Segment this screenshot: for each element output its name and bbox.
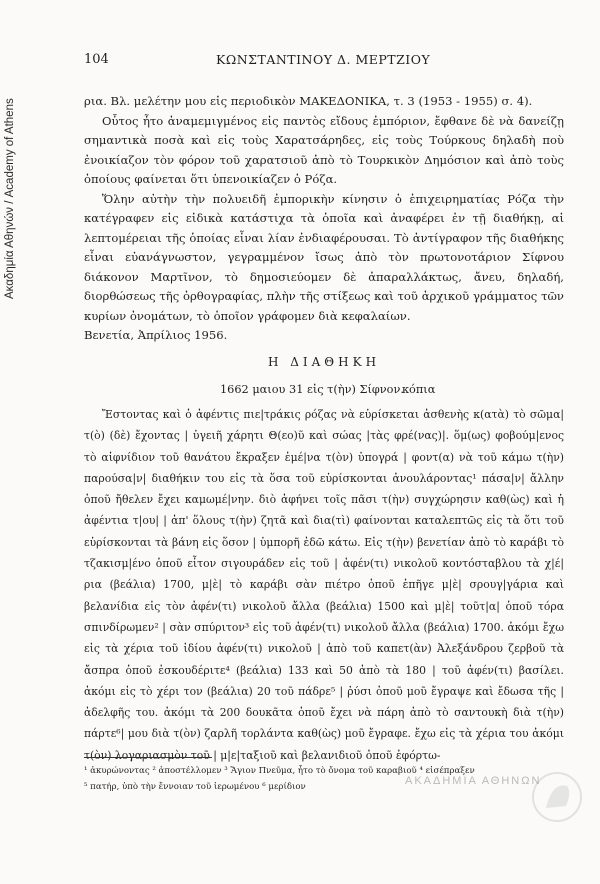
footnote-line: ⁵ πατήρ, ὑπὸ τὴν ἔννοιαν τοῦ ἱερωμένου ⁶ μερίδιον [84, 782, 306, 792]
vertical-source-label: Ακαδημία Αθηνών / Academy of Athens [4, 98, 16, 300]
footnote-divider [84, 757, 212, 758]
footnote-line: ¹ ἀκυρώνοντας ² ἀποστέλλομεν ³ Ἅγιον Πνεῦμα, ἦτο τὸ ὄνομα τοῦ καραβιοῦ ⁴ εἰσέπραξεν [84, 766, 475, 776]
will-paragraph: Ἔστοντας καὶ ὁ ἀφέντις πιε|τράκις ρόζας νὰ εὑρίσκεται ἀσθενὴς κ(ατὰ) τὸ σῶμα| τ(ὸ) (δὲ) ἔχοντας | ὑγειῆ χάρητι Θ(εο)ῦ καὶ σώας |τὰς φρέ(νας)|. ὅμ(ως) φοβούμ|ενος τὸ αἰφνίδιον τοῦ θανάτου ἔκραξεν ἐμέ|να τ(ὸν) ὑπογρά | φοντ(α) νὰ τοῦ κάμω τ(ὴν) παρούσα|ν| διαθήκιν του εἰς τὰ ὅσα τοῦ εὑρίσκονται ἀνουλάροντας¹ πάσα|ν| ἄλλην ὁποῦ ἤθελεν ἔχει καμωμέ|νην. διὸ ἀφήνει τοῖς πᾶσι τ(ὴν) συγχώρησιν καθ(ὼς) καὶ ἡ ἀφέντια τ|ου| | ἀπ' ὅλους τ(ὴν) ζητᾶ καὶ δια(τὶ) φαίνονται καταλεπτῶς εἰς τὰ ὅτι τοῦ εὑρίσκονται τὰ βάνη εἰς ὅσον | ὑμπορῆ ἐδῶ κάτω. Εἰς τ(ὴν) βενετίαν ἀπὸ τὸ καράβι τὸ τζακισμ|ένο ὁποῦ εἶτον σιγουράδεν εἰς τοῦ | ἀφέν(τι) νικολοῦ κοντόσταβλου τὰ χ|έ|ρια (βεάλια) 1700, μ|ὲ| τὸ καράβι σὰν πιέτρο ὁποῦ ἐπῆγε μ|ὲ| σρουγ|γάρια καὶ βελανίδια εἰς τὸν ἀφέν(τι) νικολοῦ ἄλλα (βεάλια) 1500 καὶ μ|ὲ| τοῦτ|α| ὁποῦ τόρα σπινδίρωμεν² | σὰν σπύριτον³ εἰς τοῦ ἀφέν(τι) νικολοῦ ἄλλα (βεάλια) 1700. ἀκόμι ἔχω εἰς τὰ χέρια τοῦ ἰδίου ἀφέν(τι) νικολοῦ | ἀπὸ τοῦ καπετ(ὰν) Ἀλεξάνδρου ζερβοῦ τὰ ἄσπρα ὁποῦ ἐσκουδέριτε⁴ (βεάλια) 133 καὶ 50 ἀπὸ τὰ 180 | τοῦ ἀφέν(τι) βασίλει. ἀκόμι εἰς τὸ χέρι τον (βεάλια) 20 τοῦ πάδρε⁵ | ῥύσι ὁποῦ μοῦ ἔγραψε καὶ ἔδωσα τῆς | ἀδελφῆς του. ἀκόμι τὰ 200 δουκᾶτα ὁποῦ ἔχει νὰ πάρη ἀπὸ τὸ σαντουκὴ διὰ τ(ὴν) πάρτε⁶| μου διὰ τ(ὸν) ζαρλῆ τορλάντα καθ(ὼς) μοῦ ἔγραφε. ἔχω εἰς τὰ χέρια του ἀκόμι τ(ὸν) λογαριασμὸν τοῦ | μ|ε|ταξιοῦ καὶ βελανιδιοῦ ὁποῦ ἐφόρτω- [84, 408, 564, 762]
watermark-text: ΑΚΑΔΗΜΙΑ ΑΘΗΝΩΝ [405, 775, 542, 787]
intro-text [84, 92, 564, 346]
header-title: ΚΩΝΣΤΑΝΤΙΝΟΥ Δ. ΜΕΡΤΖΙΟΥ [216, 52, 431, 67]
section-title: Η ΔΙΑΘΗΚΗ [267, 355, 381, 369]
page-number: 104 [84, 52, 109, 67]
place-date: Βενετία, Ἀπρίλιος 1956. [84, 328, 228, 342]
will-transcription [84, 404, 564, 766]
dateline-text: 1662 μαιου 31 εἰς τ(ὴν) Σίφνον. [220, 383, 404, 396]
paragraph: Οὗτος ἦτο ἀναμεμιγμένος εἰς παντὸς εἴδους ἐμπόριον, ἔφθανε δὲ νὰ δανείζῃ σημαντικὰ ποσὰ καὶ εἰς τοὺς Χαρατσάρηδες, εἰς τοὺς Τούρκους δηλαδὴ ποὺ ἐνοικίαζον τὸν φόρον τοῦ χαρατσιοῦ ἀπὸ τὸ Τουρκικὸν Δημόσιον καὶ ἀπὸ τοὺς ὁποίους φαίνεται ὅτι ὑπενοικίαζεν ὁ Ρόζα. [84, 113, 564, 186]
paragraph: ρια. Βλ. μελέτην μου εἰς περιοδικὸν ΜΑΚΕΔΟΝΙΚΑ, τ. 3 (1953 - 1955) σ. 4). [84, 94, 533, 108]
paragraph: Ὅλην αὐτὴν τὴν πολυειδῆ ἐμπορικὴν κίνησιν ὁ ἐπιχειρηματίας Ρόζα τὴν κατέγραφεν εἰς εἰδικὰ κατάστιχα τὰ ὁποῖα καὶ ἀναφέρει ἐν τῇ διαθήκῃ, αἱ λεπτομέρειαι τῆς ὁποίας εἶναι λίαν ἐνδιαφέρουσαι. Τὸ ἀντίγραφον τῆς διαθήκης εἶναι εὐανάγνωστον, γεγραμμένον ἴσως ἀπὸ τὸν πρωτονοτάριον Σίφνου διάκονον Μαρτῖνον, τὸ δημοσιεύομεν δὲ ἀπαραλλάκτως, ἄνευ, δηλαδή, διορθώσεως τῆς ὀρθογραφίας, πλὴν τῆς στίξεως καὶ τοῦ ἀρχικοῦ γράμματος τῶν κυρίων ὀνομάτων, τὸ ὁποῖον γράφομεν διὰ κεφαλαίων. [84, 191, 564, 323]
running-header [84, 52, 564, 70]
dateline-copy-label: κόπια [402, 383, 436, 396]
academy-watermark-icon [462, 762, 582, 832]
